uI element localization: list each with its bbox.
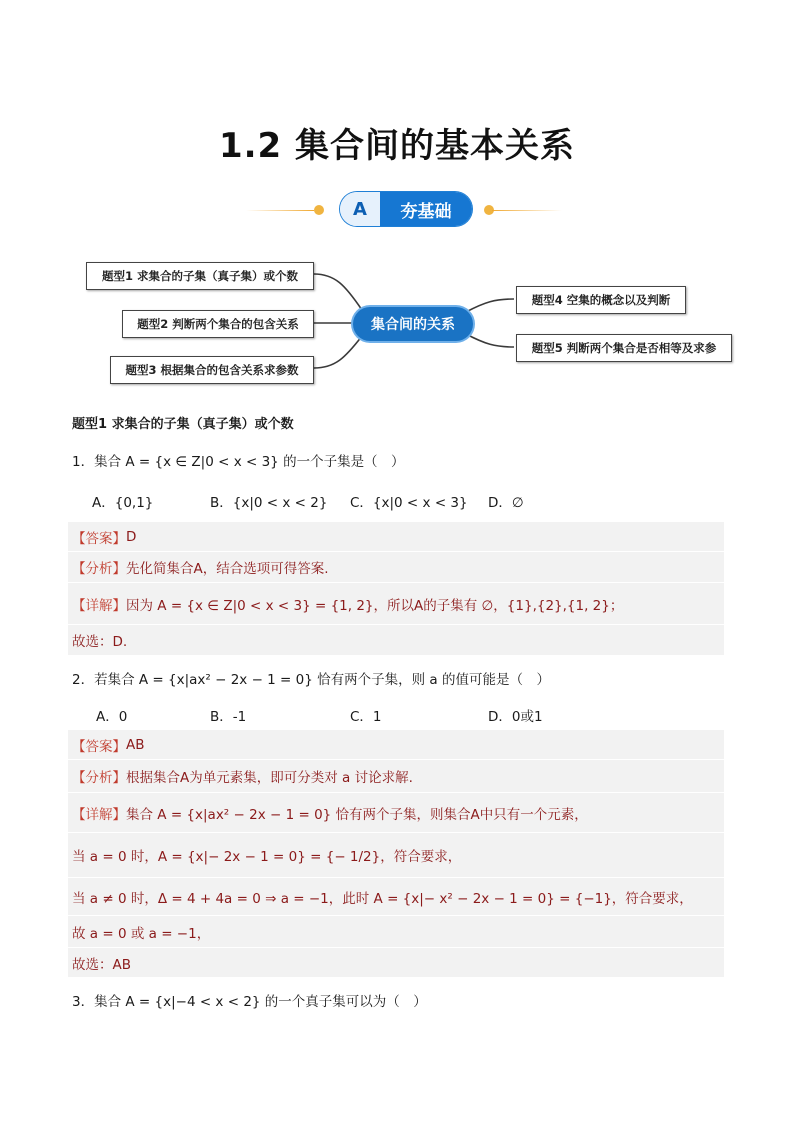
q2-choose: 故选：AB (72, 956, 131, 973)
mindmap-topic-2: 题型2 判断两个集合的包含关系 (122, 310, 314, 338)
badge-left-line (246, 210, 314, 211)
q1-option-d: D．∅ (488, 495, 524, 511)
section-badge-row (0, 190, 794, 226)
connector-left-1 (314, 274, 362, 310)
q2-option-a: A．0 (96, 709, 128, 725)
q1-choose: 故选：D. (72, 634, 128, 650)
q1-option-a: A．{0,1} (92, 495, 154, 511)
question-2-stem: 2．若集合 A = {x|ax² − 2x − 1 = 0} 恰有两个子集，则 a 的值可能是（ ） (72, 672, 550, 688)
q2-case2-row (68, 878, 724, 916)
q1-detail: 因为 A = {x ∈ Z|0 < x < 3} = {1, 2}，所以A的子集有 ∅，{1},{2},{1, 2}； (126, 597, 624, 614)
badge-letter: A (340, 192, 380, 226)
q1-choose-row (68, 625, 724, 656)
question-1-stem: 1．集合 A = {x ∈ Z|0 < x < 3} 的一个子集是（ ） (72, 454, 405, 470)
mindmap-topic-3: 题型3 根据集合的包含关系求参数 (110, 356, 314, 384)
q1-analysis-row (68, 552, 724, 583)
q1-answer-row (68, 522, 724, 552)
q2-answer-row (68, 730, 724, 760)
mindmap-topic-1: 题型1 求集合的子集（真子集）或个数 (86, 262, 314, 290)
q2-case1: 当 a = 0 时，A = {x|− 2x − 1 = 0} = {− 1/2}，符合要求， (72, 849, 462, 865)
q2-analysis-row (68, 760, 724, 793)
q2-analysis: 根据集合A为单元素集，即可分类对 a 讨论求解. (126, 770, 413, 786)
mindmap-topic-4: 题型4 空集的概念以及判断 (516, 286, 686, 314)
q2-option-c: C．1 (350, 709, 382, 725)
question-3-stem: 3．集合 A = {x|−4 < x < 2} 的一个真子集可以为（ ） (72, 994, 427, 1010)
q2-analysis-tag: 【分析】 (72, 770, 126, 786)
q2-detail-tag: 【详解】 (72, 806, 126, 823)
q2-option-d: D．0或1 (488, 709, 543, 725)
connector-left-3 (314, 336, 362, 368)
q2-case2: 当 a ≠ 0 时，Δ = 4 + 4a = 0 ⇒ a = −1，此时 A = {x|− x² − 2x − 1 = 0} = {−1}，符合要求， (72, 890, 693, 907)
q2-answer-tag: 【答案】 (72, 738, 126, 755)
q2-conclusion: 故 a = 0 或 a = −1， (72, 925, 211, 942)
section-badge (340, 192, 472, 226)
q1-detail-row (68, 583, 724, 625)
q1-detail-tag: 【详解】 (72, 597, 126, 614)
mindmap-center: 集合间的关系 (353, 307, 473, 341)
q1-answer-tag: 【答案】 (72, 530, 126, 547)
q1-option-b: B．{x|0 < x < 2} (210, 495, 328, 511)
connector-right-2 (466, 334, 514, 347)
badge-text: 夯基础 (380, 192, 472, 226)
mindmap-topic-5: 题型5 判断两个集合是否相等及求参 (516, 334, 732, 362)
q2-answer: AB (126, 736, 145, 753)
q2-case1-row (68, 833, 724, 878)
q2-detail: 集合 A = {x|ax² − 2x − 1 = 0} 恰有两个子集，则集合A中只有一个元素， (126, 806, 588, 823)
q1-answer: D (126, 528, 137, 545)
page-title: 1.2 集合间的基本关系 (218, 126, 576, 166)
q1-analysis: 先化简集合A，结合选项可得答案. (126, 561, 329, 577)
q2-detail-row (68, 793, 724, 833)
section-heading: 题型1 求集合的子集（真子集）或个数 (72, 417, 294, 432)
q2-option-b: B．-1 (210, 709, 247, 725)
connector-right-1 (466, 299, 514, 312)
badge-left-dot (314, 205, 324, 215)
q1-analysis-tag: 【分析】 (72, 561, 126, 577)
q2-choose-row (68, 948, 724, 978)
q2-conclusion-row (68, 916, 724, 948)
badge-right-line (492, 210, 562, 211)
q1-option-c: C．{x|0 < x < 3} (350, 495, 468, 511)
